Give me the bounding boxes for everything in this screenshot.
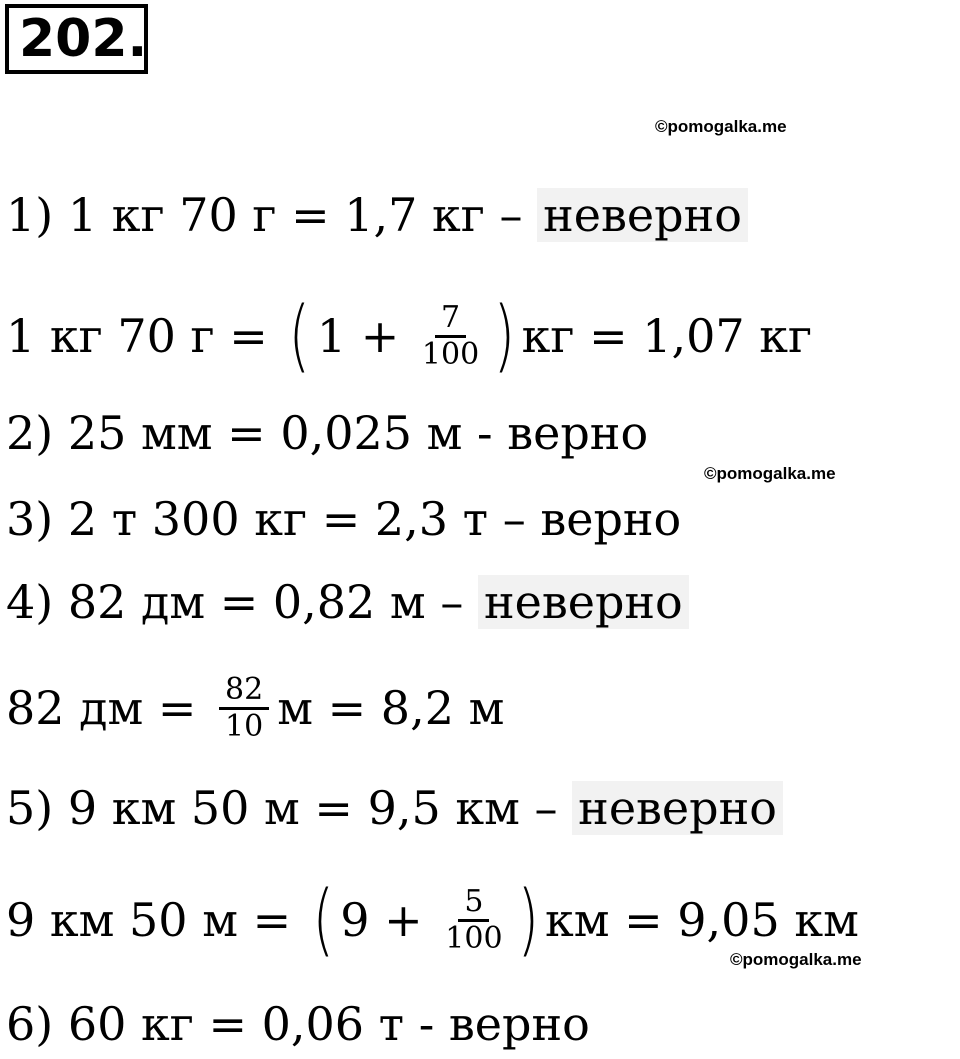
solution-line-3 — [6, 875, 859, 965]
verdict-highlight: неверно — [572, 781, 783, 835]
open-paren: ( — [288, 291, 311, 381]
fraction — [219, 673, 269, 744]
equation-left: 9 км 50 м = — [6, 893, 306, 947]
close-paren: ) — [517, 875, 539, 965]
fraction-denominator: 10 — [225, 708, 264, 744]
equation-post: м = 8,2 м — [277, 681, 505, 735]
close-paren: ) — [493, 291, 516, 381]
fraction-numerator: 5 — [458, 885, 489, 922]
solution-line-1 — [6, 291, 813, 381]
answer-line-3 — [6, 489, 681, 549]
equation-left: 82 дм = — [6, 681, 212, 735]
statement-text: 2) 25 мм = 0,025 м - верно — [6, 406, 649, 460]
fraction-numerator: 82 — [219, 673, 269, 710]
equation-pre: 9 + — [340, 893, 438, 947]
solution-line-2 — [6, 668, 504, 748]
equation-pre: 1 + — [316, 309, 414, 363]
verdict-highlight: неверно — [478, 575, 689, 629]
equation-left: 1 кг 70 г = — [6, 309, 283, 363]
equation-post: км = 9,05 км — [544, 893, 859, 947]
problem-number: 202. — [5, 4, 148, 74]
answer-line-6 — [6, 994, 590, 1054]
statement-text: 4) 82 дм = 0,82 м – — [6, 575, 478, 629]
statement-text: 5) 9 км 50 м = 9,5 км – — [6, 781, 573, 835]
watermark: ©pomogalka.me — [704, 464, 836, 483]
answer-line-5 — [6, 778, 783, 838]
open-paren: ( — [312, 875, 334, 965]
equation-post: кг = 1,07 кг — [521, 309, 813, 363]
fraction-numerator: 7 — [435, 301, 466, 338]
answer-line-2 — [6, 403, 648, 463]
fraction — [422, 301, 479, 372]
statement-text: 1) 1 кг 70 г = 1,7 кг – — [6, 188, 538, 242]
statement-text: 3) 2 т 300 кг = 2,3 т – верно — [6, 492, 682, 546]
watermark: ©pomogalka.me — [730, 950, 862, 969]
verdict-highlight: неверно — [537, 188, 748, 242]
fraction-denominator: 100 — [421, 336, 480, 372]
fraction — [445, 885, 502, 956]
watermark: ©pomogalka.me — [655, 117, 787, 136]
answer-line-1 — [6, 185, 748, 245]
statement-text: 6) 60 кг = 0,06 т - верно — [6, 997, 590, 1051]
answer-line-4 — [6, 572, 689, 632]
fraction-denominator: 100 — [445, 920, 503, 956]
